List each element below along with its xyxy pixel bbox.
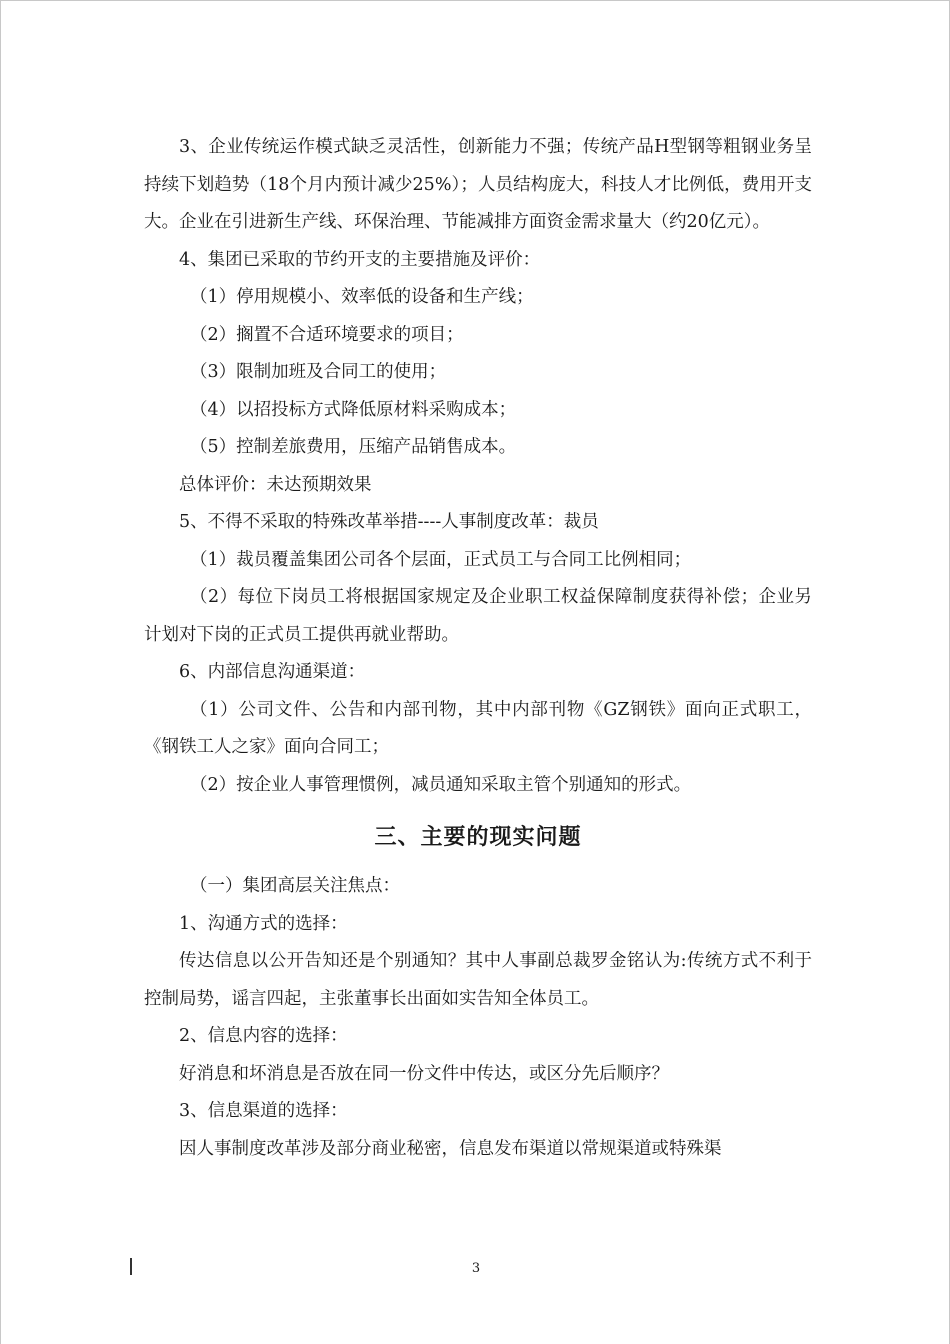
list-item-measure-5: （5）控制差旅费用，压缩产品销售成本。 — [190, 437, 517, 457]
paragraph-channel-choice: 3、信息渠道的选择： — [179, 1101, 348, 1121]
section-heading: 三、主要的现实问题 — [374, 824, 582, 850]
page-content — [144, 129, 812, 1168]
paragraph-channels-title: 6、内部信息沟通渠道： — [179, 662, 366, 682]
paragraph-cost-measures-title: 4、集团已采取的节约开支的主要措施及评价： — [179, 249, 541, 270]
list-item-measure-3: （3）限制加班及合同工的使用； — [190, 362, 447, 382]
page-number: 3 — [471, 1261, 481, 1276]
paragraph-enterprise-problems: 3、企业传统运作模式缺乏灵活性，创新能力不强；传统产品H型钢等粗钢业务呈持续下划趋势（18个月内预计减少25%）；人员结构庞大，科技人才比例低，费用开支大。企业在引进新生产线、环保治理、节能减排方面资金需求量大（约20亿元）。 — [144, 137, 812, 232]
list-item-measure-1: （1）停用规模小、效率低的设备和生产线； — [190, 287, 534, 307]
paragraph-overall-evaluation: 总体评价：未达预期效果 — [179, 474, 372, 495]
list-item-reform-2: （2）每位下岗员工将根据国家规定及企业职工权益保障制度获得补偿；企业另计划对下岗的正式员工提供再就业帮助。 — [144, 587, 812, 645]
list-item-channel-1: （1）公司文件、公告和内部刊物，其中内部刊物《GZ钢铁》面向正式职工，《钢铁工人之家》面向合同工； — [144, 699, 812, 757]
list-item-measure-2: （2）搁置不合适环境要求的项目； — [190, 324, 464, 345]
list-item-reform-1: （1）裁员覆盖集团公司各个层面，正式员工与合同工比例相同； — [190, 549, 692, 570]
paragraph-communication-method: 1、沟通方式的选择： — [179, 913, 348, 934]
paragraph-channel-detail: 因人事制度改革涉及部分商业秘密，信息发布渠道以常规渠道或特殊渠 — [179, 1138, 722, 1159]
list-item-channel-2: （2）按企业人事管理惯例，减员通知采取主管个别通知的形式。 — [190, 774, 692, 795]
paragraph-reform-title: 5、不得不采取的特殊改革举措----人事制度改革：裁员 — [179, 512, 599, 532]
paragraph-communication-detail: 传达信息以公开告知还是个别通知？其中人事副总裁罗金铭认为:传统方式不利于控制局势，谣言四起，主张董事长出面如实告知全体员工。 — [144, 951, 812, 1009]
paragraph-focus-title: （一）集团高层关注焦点： — [190, 876, 400, 896]
list-item-measure-4: （4）以招投标方式降低原材料采购成本； — [190, 399, 517, 420]
paragraph-content-detail: 好消息和坏消息是否放在同一份文件中传达，或区分先后顺序？ — [179, 1063, 669, 1084]
paragraph-content-choice: 2、信息内容的选择： — [179, 1026, 348, 1046]
